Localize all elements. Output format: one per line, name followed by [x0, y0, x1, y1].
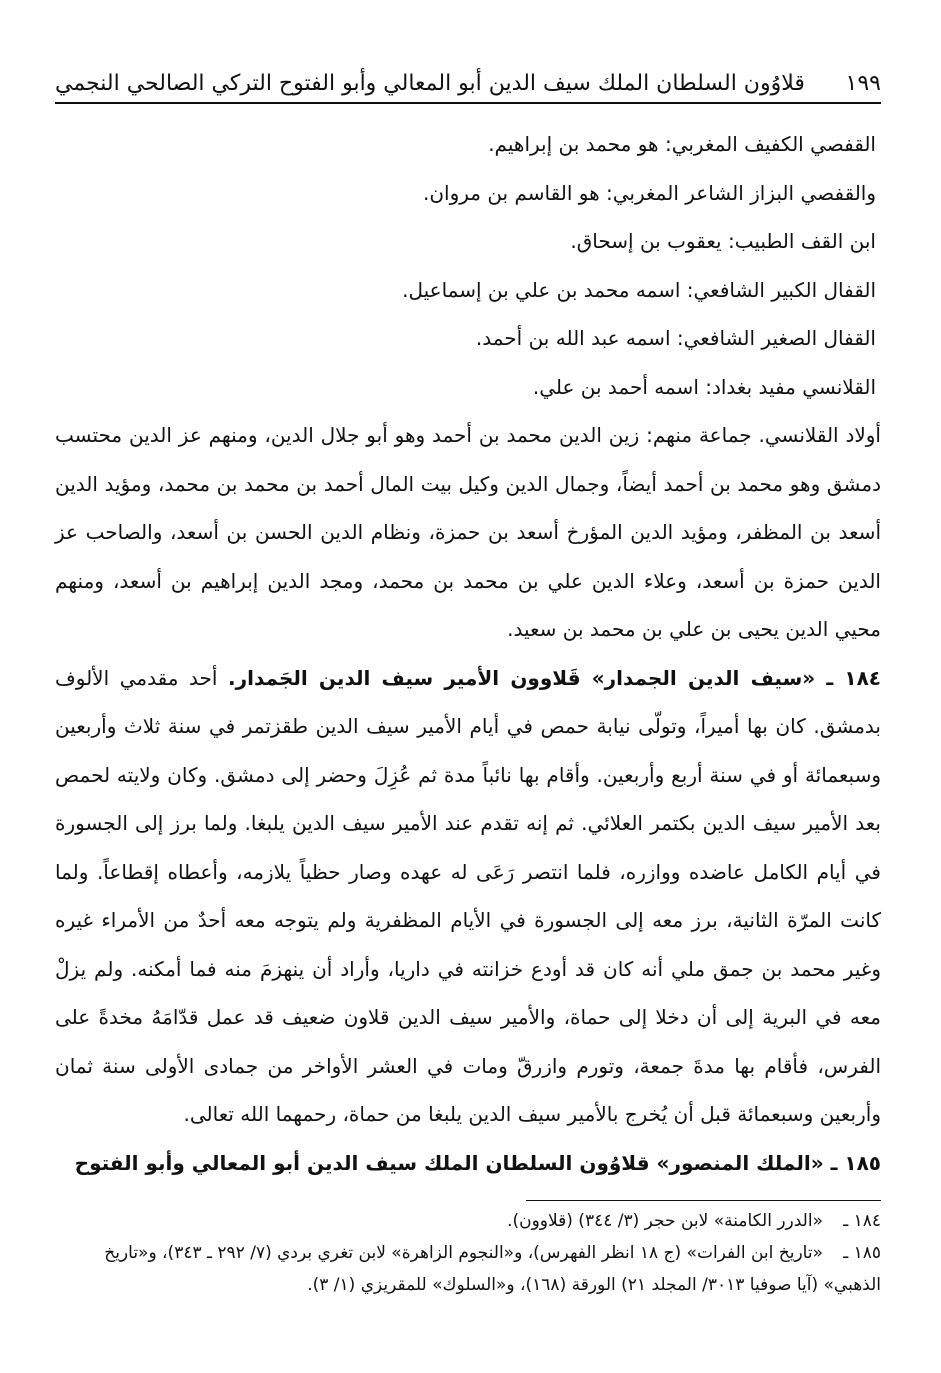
footnotes: [55, 1205, 881, 1301]
footnote-number: ١٨٥ ـ: [843, 1243, 881, 1263]
qalanisi-paragraph: أولاد القلانسي. جماعة منهم: زين الدين محمد بن أحمد وهو أبو جلال الدين، ومنهم عز الدين محتسب دمشق وهو محمد بن أحمد أيضاً، وجمال الدين وكيل بيت المال أحمد بن محمد بن محمد، ومؤيد الدين أسعد بن المظفر، ومؤيد الدين المؤرخ أسعد بن حمزة، ونظام الدين الحسن بن أسعد، والصاحب عز الدين حمزة بن أسعد، وعلاء الدين علي بن محمد بن محمد، ومجد الدين إبراهيم بن أسعد، ومنهم محيي الدين يحيى بن علي بن محمد بن سعيد.: [55, 423, 881, 641]
footnote-number: ١٨٤ ـ: [843, 1211, 881, 1231]
biography-184-heading: ١٨٤ ـ «سيف الدين الجمدار» قَلاوون الأمير سيف الدين الجَمدار.: [228, 665, 882, 690]
biography-184-body: أحد مقدمي الألوف بدمشق. كان بها أميراً، وتولّى نيابة حمص في أيام الأمير سيف الدين طقزتمر في سنة ثلاث وأربعين وسبعمائة أو في سنة أربع وأربعين. وأقام بها نائباً مدة ثم عُزِلَ وحضر إلى دمشق. وكان ولايته لحمص بعد الأمير سيف الدين بكتمر العلائي. ثم إنه تقدم عند الأمير سيف الدين يلبغا. ولما برز إلى الجسورة في أيام الكامل عاضده ووازره، فلما انتصر رَعَى له عهده وصار حظياً يلازمه، وأعطاه إقطاعاً. ولما كانت المرّة الثانية، برز معه إلى الجسورة في الأيام المظفرية ولم يتوجه معه أحدٌ من الأمراء غيره وغير محمد بن جمق ملي أنه كان قد أودع خزانته في داريا، وأراد أن ينهزمَ منه فما أمكنه. ولم يزلْ معه في البرية إلى أن دخلا إلى حماة، والأمير سيف الدين قلاون ضعيف قد عمل قدّامَهُ مخدةً على الفرس، فأقام بها مدةَ جمعة، وتورم وازرقّ ومات في العشر الأواخر من جمادى الأولى سنة ثمان وأربعين وسبعمائة قبل أن يُخرج بالأمير سيف الدين يلبغا من حماة، رحمهما الله تعالى.: [55, 665, 881, 1126]
footnote-text: «تاريخ ابن الفرات» (ج ١٨ انظر الفهرس)، و«النجوم الزاهرة» لابن تغري بردي (٧/ ٢٩٢ ـ ٣٤٣)، و«تاريخ الذهبي» (آيا صوفيا ٣٠١٣/ المجلد ٢١) الورقة (١٦٨)، و«السلوك» للمقريزي (١/ ٣).: [104, 1243, 881, 1295]
footnote: [55, 1205, 881, 1237]
main-text: [55, 120, 881, 1187]
name-entry: القفال الكبير الشافعي: اسمه محمد بن علي بن إسماعيل.: [402, 277, 876, 302]
footnote: [55, 1237, 881, 1301]
name-entry: القلانسي مفيد بغداد: اسمه أحمد بن علي.: [532, 374, 876, 399]
running-header: [55, 56, 881, 104]
name-entry: القفصي الكفيف المغربي: هو محمد بن إبراهيم.: [488, 132, 876, 156]
biography-184: [55, 654, 881, 1139]
footnote-divider: [526, 1200, 881, 1201]
name-entry: القفال الصغير الشافعي: اسمه عبد الله بن أحمد.: [475, 326, 876, 350]
running-title: قلاوُون السلطان الملك سيف الدين أبو المعالي وأبو الفتوح التركي الصالحي النجمي: [55, 71, 805, 96]
name-entry: والقفصي البزاز الشاعر المغربي: هو القاسم بن مروان.: [422, 180, 876, 205]
page-number: ١٩٩: [845, 71, 881, 96]
name-entry: ابن القف الطبيب: يعقوب بن إسحاق.: [570, 229, 876, 253]
biography-185-heading: ١٨٥ ـ «الملك المنصور» قلاوُون السلطان الملك سيف الدين أبو المعالي وأبو الفتوح: [74, 1150, 881, 1175]
footnote-text: «الدرر الكامنة» لابن حجر (٣/ ٣٤٤) (قلاوون).: [507, 1211, 823, 1231]
